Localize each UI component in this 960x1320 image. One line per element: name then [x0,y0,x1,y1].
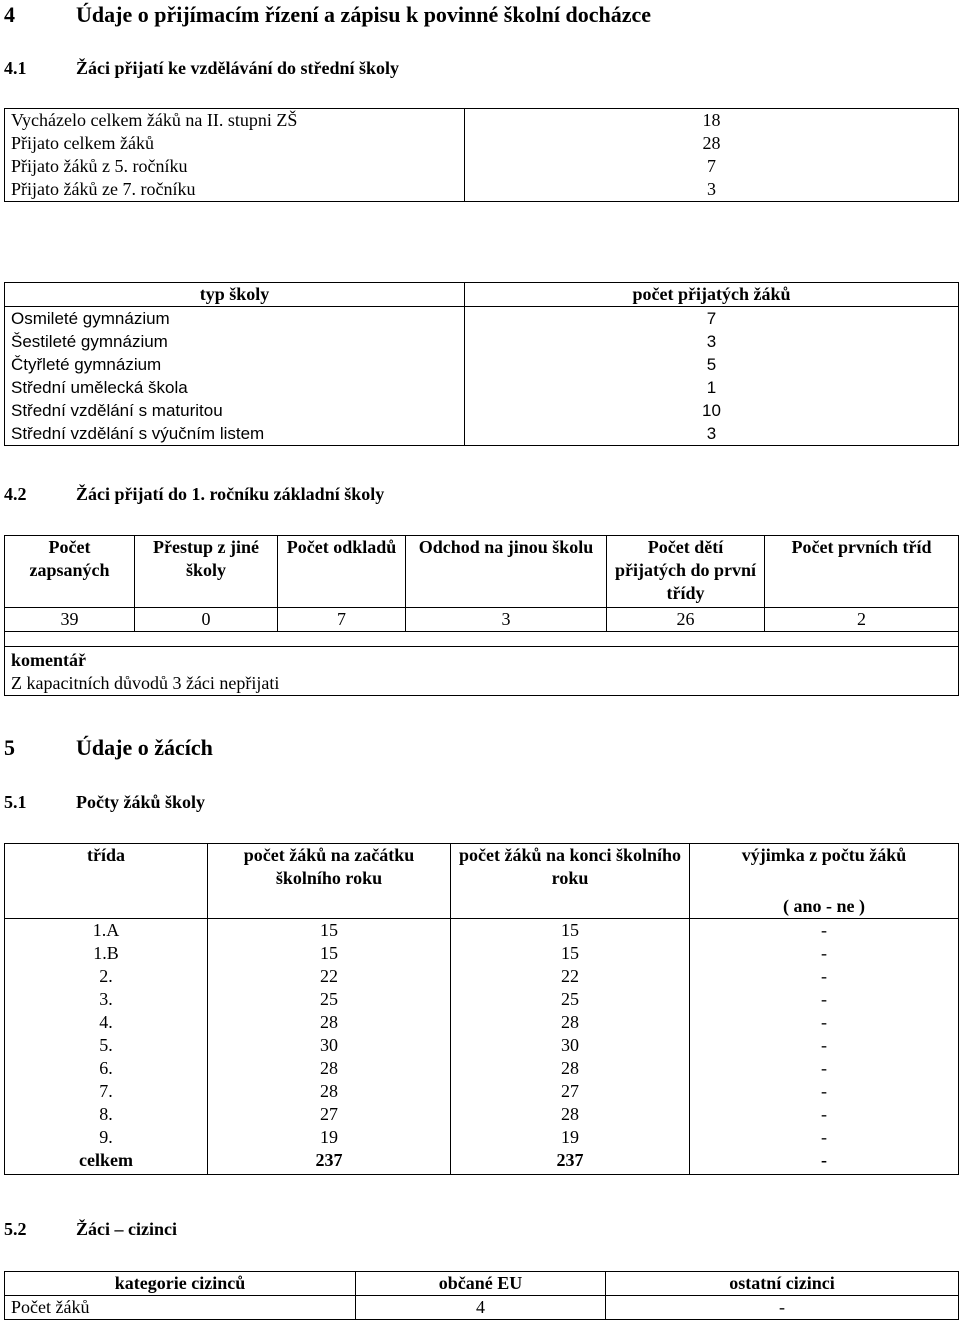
table-header-row [5,1272,959,1296]
summary-label: Přijato žáků ze 7. ročníku [5,178,465,202]
school-types-table [4,282,959,446]
class-cell: 9. [5,1126,208,1149]
summary-label: Vycházelo celkem žáků na II. stupni ZŠ [5,109,465,133]
value-cell: 2 [765,608,959,632]
column-header: kategorie cizinců [5,1272,356,1296]
summary-label: Přijato žáků z 5. ročníku [5,155,465,178]
class-cell: 7. [5,1080,208,1103]
section-number: 5.2 [4,1219,27,1239]
column-header: Počet zapsaných [5,536,135,608]
class-cell: 4. [5,1011,208,1034]
foreign-students-table [4,1271,959,1320]
table-row [5,422,959,446]
count-start-cell: 28 [208,1080,451,1103]
summary-value: 28 [465,132,959,155]
count-end-cell: 27 [451,1080,690,1103]
count-start-cell: 28 [208,1057,451,1080]
column-subheader: ( ano - ne ) [783,896,865,916]
section-number: 4.1 [4,58,27,78]
count-end-cell: 30 [451,1034,690,1057]
table-row [5,376,959,399]
table-header-row [5,844,959,919]
exception-cell: - [690,965,959,988]
section-title: Počty žáků školy [76,792,206,812]
column-header: počet žáků na konci školního roku [451,844,690,919]
total-start: 237 [208,1149,451,1175]
school-type-value: 7 [465,307,959,331]
comment-text: Z kapacitních důvodů 3 žáci nepřijati [11,673,280,693]
value-cell: 0 [135,608,278,632]
table-row [5,1103,959,1126]
table-row [5,132,959,155]
exception-cell: - [690,1126,959,1149]
admission-summary-table [4,108,959,202]
section-5-2-heading [4,1219,177,1240]
column-header: typ školy [5,283,465,307]
school-type-label: Osmileté gymnázium [5,307,465,331]
section-title: Žáci přijatí do 1. ročníku základní školy [76,484,385,504]
exception-cell: - [690,988,959,1011]
total-end: 237 [451,1149,690,1175]
class-cell: 1.A [5,919,208,943]
table-row [5,307,959,331]
count-end-cell: 19 [451,1126,690,1149]
total-label: celkem [5,1149,208,1175]
table-row [5,155,959,178]
table-row [5,647,959,696]
table-header-row [5,536,959,608]
class-cell: 3. [5,988,208,1011]
count-end-cell: 22 [451,965,690,988]
count-start-cell: 15 [208,942,451,965]
column-header: občané EU [356,1272,606,1296]
section-number: 5.1 [4,792,27,812]
table-row [5,1126,959,1149]
count-end-cell: 15 [451,919,690,943]
school-type-value: 3 [465,422,959,446]
table-row [5,1296,959,1320]
section-title: Žáci – cizinci [76,1219,177,1239]
table-row [5,109,959,133]
table-row [5,353,959,376]
table-row [5,988,959,1011]
column-header: výjimka z počtu žáků [741,845,907,865]
class-cell: 8. [5,1103,208,1126]
exception-cell: - [690,919,959,943]
section-4-2-heading [4,484,384,505]
comment-label: komentář [11,650,86,670]
school-type-value: 3 [465,330,959,353]
column-header: Počet prvních tříd [765,536,959,608]
table-row [5,1011,959,1034]
count-end-cell: 15 [451,942,690,965]
school-type-value: 1 [465,376,959,399]
value-cell: 26 [607,608,765,632]
school-type-label: Šestileté gymnázium [5,330,465,353]
class-cell: 6. [5,1057,208,1080]
table-row [5,1080,959,1103]
school-type-label: Střední vzdělání s výučním listem [5,422,465,446]
summary-value: 18 [465,109,959,133]
count-start-cell: 27 [208,1103,451,1126]
school-type-label: Střední vzdělání s maturitou [5,399,465,422]
section-4-heading [4,2,651,28]
school-type-label: Střední umělecká škola [5,376,465,399]
count-start-cell: 25 [208,988,451,1011]
summary-label: Přijato celkem žáků [5,132,465,155]
table-row [5,330,959,353]
count-end-cell: 28 [451,1103,690,1126]
column-header: Přestup z jiné školy [135,536,278,608]
count-end-cell: 28 [451,1057,690,1080]
student-counts-table [4,843,959,1175]
exception-cell: - [690,1103,959,1126]
other-count: - [606,1296,959,1320]
section-number: 4 [4,2,15,27]
count-start-cell: 15 [208,919,451,943]
school-type-label: Čtyřleté gymnázium [5,353,465,376]
value-cell: 3 [406,608,607,632]
value-cell: 39 [5,608,135,632]
section-number: 4.2 [4,484,27,504]
column-header: počet žáků na začátku školního roku [208,844,451,919]
count-end-cell: 25 [451,988,690,1011]
column-header: Odchod na jinou školu [406,536,607,608]
school-type-value: 5 [465,353,959,376]
value-cell: 7 [278,608,406,632]
section-5-1-heading [4,792,205,813]
table-row [5,965,959,988]
spacer-cell [5,632,959,647]
count-start-cell: 28 [208,1011,451,1034]
table-row [5,1057,959,1080]
row-label: Počet žáků [5,1296,356,1320]
exception-cell: - [690,1034,959,1057]
section-title: Údaje o žácích [76,735,213,760]
school-type-value: 10 [465,399,959,422]
exception-header-cell [690,844,959,919]
table-row [5,632,959,647]
section-4-1-heading [4,58,399,79]
section-title: Žáci přijatí ke vzdělávání do střední školy [76,58,400,78]
column-header: třída [5,844,208,919]
total-exception: - [690,1149,959,1175]
section-title: Údaje o přijímacím řízení a zápisu k povinné školní docházce [76,2,652,27]
table-total-row [5,1149,959,1175]
table-row [5,942,959,965]
section-5-heading [4,735,213,761]
class-cell: 1.B [5,942,208,965]
table-row [5,608,959,632]
count-end-cell: 28 [451,1011,690,1034]
column-header: Počet odkladů [278,536,406,608]
eu-count: 4 [356,1296,606,1320]
summary-value: 7 [465,155,959,178]
exception-cell: - [690,1080,959,1103]
table-row [5,1034,959,1057]
exception-cell: - [690,1057,959,1080]
comment-cell [5,647,959,696]
class-cell: 5. [5,1034,208,1057]
column-header: Počet dětí přijatých do první třídy [607,536,765,608]
count-start-cell: 22 [208,965,451,988]
column-header: ostatní cizinci [606,1272,959,1296]
exception-cell: - [690,1011,959,1034]
table-row [5,399,959,422]
section-number: 5 [4,735,15,760]
table-row [5,178,959,202]
column-header: počet přijatých žáků [465,283,959,307]
count-start-cell: 30 [208,1034,451,1057]
exception-cell: - [690,942,959,965]
first-grade-enrollment-table [4,535,959,696]
class-cell: 2. [5,965,208,988]
table-row [5,919,959,943]
table-header-row [5,283,959,307]
count-start-cell: 19 [208,1126,451,1149]
summary-value: 3 [465,178,959,202]
